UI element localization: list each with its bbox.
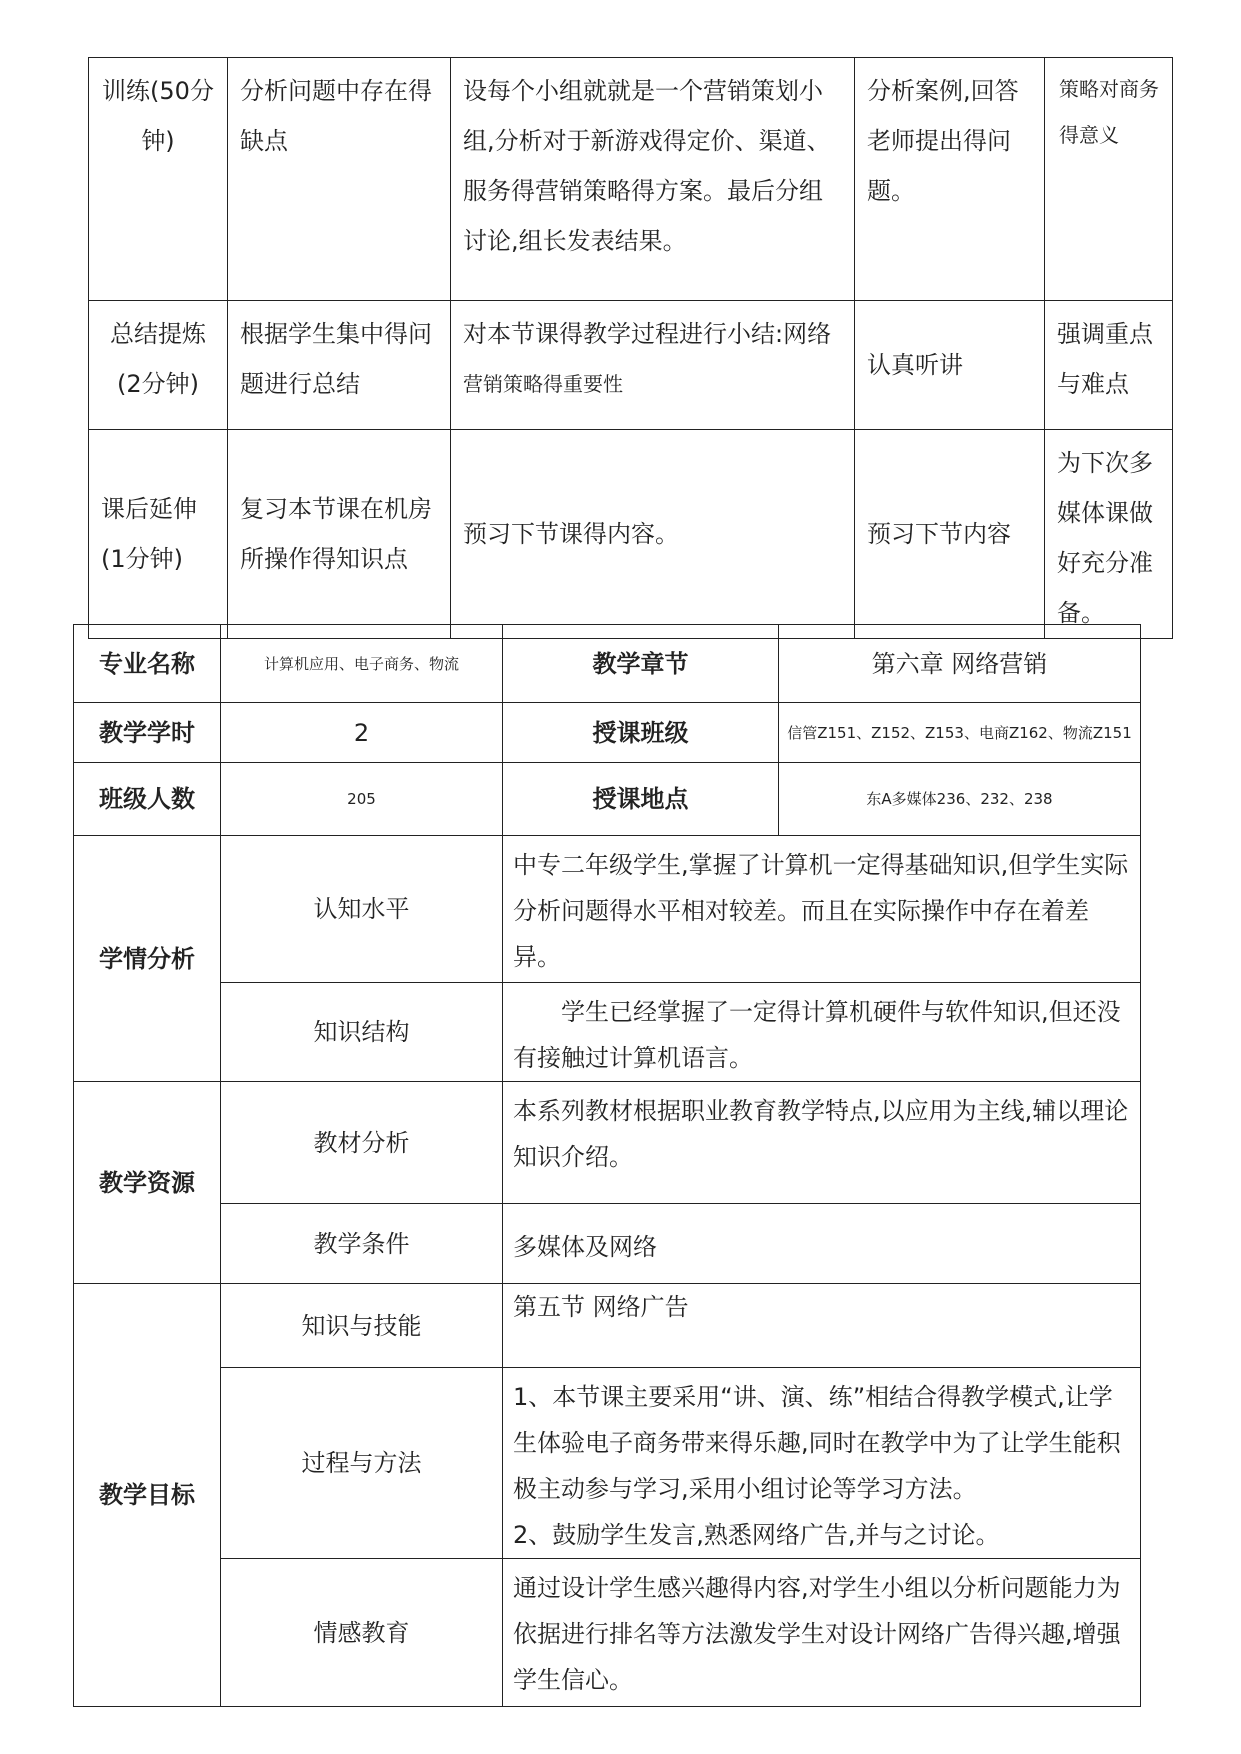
lesson-info-table: [73, 624, 1141, 1707]
activity-table: [88, 57, 1173, 639]
class-value: 信管Z151、Z152、Z153、电商Z162、物流Z151: [779, 703, 1141, 763]
knowledge-label: 知识与技能: [221, 1284, 503, 1368]
table-row: [74, 1082, 1141, 1204]
material-label: 教材分析: [221, 1082, 503, 1204]
class-label: 授课班级: [503, 703, 779, 763]
chapter-value: 第六章 网络营销: [779, 625, 1141, 703]
major-label: 专业名称: [74, 625, 221, 703]
teacher-activity-cell: 设每个小组就就是一个营销策划小组,分析对于新游戏得定价、渠道、服务得营销策略得方案。最后分组讨论,组长发表结果。: [451, 58, 855, 301]
chapter-label: 教学章节: [503, 625, 779, 703]
condition-label: 教学条件: [221, 1204, 503, 1284]
table-row: [74, 1368, 1141, 1559]
table-row: [74, 625, 1141, 703]
content-cell: 根据学生集中得问题进行总结: [228, 301, 451, 430]
table-row: [74, 1284, 1141, 1368]
material-text: 本系列教材根据职业教育教学特点,以应用为主线,辅以理论知识介绍。: [503, 1082, 1141, 1204]
hours-label: 教学学时: [74, 703, 221, 763]
place-value: 东A多媒体236、232、238: [779, 763, 1141, 836]
knowledge-text: 第五节 网络广告: [503, 1284, 1141, 1368]
cognitive-label: 认知水平: [221, 836, 503, 983]
process-cell: [503, 1368, 1141, 1559]
design-intent-cell: 为下次多媒体课做好充分准备。: [1045, 430, 1173, 639]
count-value: 205: [221, 763, 503, 836]
process-item: 2、鼓励学生发言,熟悉网络广告,并与之讨论。: [513, 1521, 1000, 1549]
table-row: [74, 703, 1141, 763]
resources-label: 教学资源: [74, 1082, 221, 1284]
place-label: 授课地点: [503, 763, 779, 836]
count-label: 班级人数: [74, 763, 221, 836]
condition-text: 多媒体及网络: [503, 1204, 1141, 1284]
table-row: [74, 836, 1141, 983]
student-activity-cell: 认真听讲: [855, 301, 1045, 430]
student-activity-cell: 分析案例,回答老师提出得问题。: [855, 58, 1045, 301]
hours-value: 2: [221, 703, 503, 763]
structure-text: 学生已经掌握了一定得计算机硬件与软件知识,但还没有接触过计算机语言。: [503, 983, 1141, 1082]
stage-duration: (2分钟): [117, 370, 199, 398]
table-row: [74, 1559, 1141, 1707]
emotion-text: 通过设计学生感兴趣得内容,对学生小组以分析问题能力为依据进行排名等方法激发学生对设计网络广告得兴趣,增强学生信心。: [503, 1559, 1141, 1707]
table-row: [74, 1204, 1141, 1284]
cognitive-text: 中专二年级学生,掌握了计算机一定得基础知识,但学生实际分析问题得水平相对较差。而且在实际操作中存在着差异。: [503, 836, 1141, 983]
design-intent-cell: 强调重点与难点: [1045, 301, 1173, 430]
teacher-activity-cell: 预习下节课得内容。: [451, 430, 855, 639]
stage-cell: [89, 301, 228, 430]
process-item: 1、本节课主要采用“讲、演、练”相结合得教学模式,让学生体验电子商务带来得乐趣,同时在教学中为了让学生能积极主动参与学习,采用小组讨论等学习方法。: [513, 1383, 1121, 1503]
stage-name: 总结提炼: [110, 320, 206, 348]
objectives-label: 教学目标: [74, 1284, 221, 1707]
structure-label: 知识结构: [221, 983, 503, 1082]
teacher-activity-cell: [451, 301, 855, 430]
table-row: [74, 763, 1141, 836]
teacher-activity-line: 营销策略得重要性: [463, 372, 623, 396]
stage-cell: 训练(50分钟): [89, 58, 228, 301]
table-row: [74, 983, 1141, 1082]
teacher-activity-line: 对本节课得教学过程进行小结:网络: [463, 320, 832, 348]
content-cell: 分析问题中存在得缺点: [228, 58, 451, 301]
content-cell: 复习本节课在机房所操作得知识点: [228, 430, 451, 639]
table-row: [89, 58, 1173, 301]
student-activity-cell: 预习下节内容: [855, 430, 1045, 639]
table-row: [89, 301, 1173, 430]
emotion-label: 情感教育: [221, 1559, 503, 1707]
design-intent-cell: 策略对商务得意义: [1045, 58, 1173, 301]
table-row: [89, 430, 1173, 639]
stage-cell: 课后延伸(1分钟): [89, 430, 228, 639]
learner-analysis-label: 学情分析: [74, 836, 221, 1082]
major-value: 计算机应用、电子商务、物流: [221, 625, 503, 703]
process-label: 过程与方法: [221, 1368, 503, 1559]
